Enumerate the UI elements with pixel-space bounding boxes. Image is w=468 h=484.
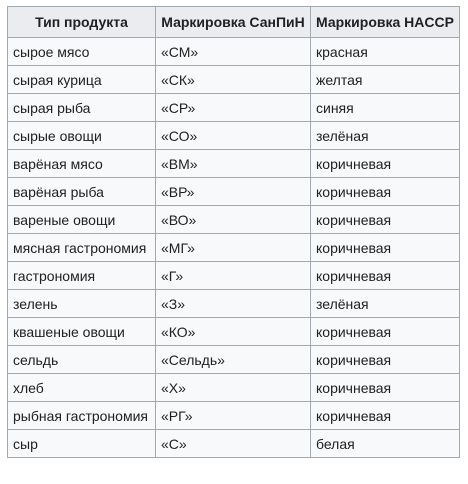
cell-product-type: рыбная гастрономия	[8, 402, 156, 430]
cell-product-type: сельдь	[8, 346, 156, 374]
cell-sanpin-marking: «СР»	[156, 94, 311, 122]
table-body	[8, 38, 460, 458]
cell-product-type: сырое мясо	[8, 38, 156, 66]
cell-product-type: квашеные овощи	[8, 318, 156, 346]
table-row	[8, 94, 460, 122]
cell-sanpin-marking: «ВМ»	[156, 150, 311, 178]
cell-sanpin-marking: «Г»	[156, 262, 311, 290]
product-marking-table	[7, 6, 460, 458]
cell-product-type: варёная рыба	[8, 178, 156, 206]
table-row	[8, 234, 460, 262]
cell-product-type: сырая курица	[8, 66, 156, 94]
cell-product-type: гастрономия	[8, 262, 156, 290]
cell-sanpin-marking: «КО»	[156, 318, 311, 346]
table-header	[8, 7, 460, 38]
cell-haccp-marking: желтая	[311, 66, 460, 94]
cell-product-type: мясная гастрономия	[8, 234, 156, 262]
cell-haccp-marking: зелёная	[311, 290, 460, 318]
cell-haccp-marking: коричневая	[311, 402, 460, 430]
cell-sanpin-marking: «СО»	[156, 122, 311, 150]
cell-haccp-marking: коричневая	[311, 318, 460, 346]
cell-haccp-marking: коричневая	[311, 346, 460, 374]
cell-sanpin-marking: «МГ»	[156, 234, 311, 262]
cell-sanpin-marking: «РГ»	[156, 402, 311, 430]
cell-sanpin-marking: «ВР»	[156, 178, 311, 206]
cell-sanpin-marking: «СМ»	[156, 38, 311, 66]
table-row	[8, 206, 460, 234]
cell-sanpin-marking: «С»	[156, 430, 311, 458]
cell-sanpin-marking: «З»	[156, 290, 311, 318]
cell-haccp-marking: зелёная	[311, 122, 460, 150]
header-haccp-marking: Маркировка HACCP	[311, 7, 460, 38]
cell-product-type: хлеб	[8, 374, 156, 402]
cell-product-type: сырая рыба	[8, 94, 156, 122]
table-container	[7, 6, 460, 458]
cell-sanpin-marking: «ВО»	[156, 206, 311, 234]
table-row	[8, 430, 460, 458]
table-row	[8, 122, 460, 150]
cell-haccp-marking: коричневая	[311, 178, 460, 206]
cell-haccp-marking: коричневая	[311, 374, 460, 402]
table-row	[8, 66, 460, 94]
cell-sanpin-marking: «Х»	[156, 374, 311, 402]
cell-haccp-marking: коричневая	[311, 206, 460, 234]
table-row	[8, 402, 460, 430]
cell-haccp-marking: коричневая	[311, 234, 460, 262]
header-sanpin-marking: Маркировка СанПиН	[156, 7, 311, 38]
table-row	[8, 178, 460, 206]
table-row	[8, 374, 460, 402]
cell-haccp-marking: белая	[311, 430, 460, 458]
cell-haccp-marking: красная	[311, 38, 460, 66]
cell-haccp-marking: коричневая	[311, 150, 460, 178]
cell-product-type: вареные овощи	[8, 206, 156, 234]
table-row	[8, 290, 460, 318]
table-row	[8, 38, 460, 66]
header-row	[8, 7, 460, 38]
cell-haccp-marking: синяя	[311, 94, 460, 122]
cell-product-type: зелень	[8, 290, 156, 318]
table-row	[8, 346, 460, 374]
cell-haccp-marking: коричневая	[311, 262, 460, 290]
table-row	[8, 318, 460, 346]
table-row	[8, 262, 460, 290]
header-product-type: Тип продукта	[8, 7, 156, 38]
cell-product-type: варёная мясо	[8, 150, 156, 178]
table-row	[8, 150, 460, 178]
cell-product-type: сырые овощи	[8, 122, 156, 150]
cell-product-type: сыр	[8, 430, 156, 458]
cell-sanpin-marking: «Сельдь»	[156, 346, 311, 374]
cell-sanpin-marking: «СК»	[156, 66, 311, 94]
